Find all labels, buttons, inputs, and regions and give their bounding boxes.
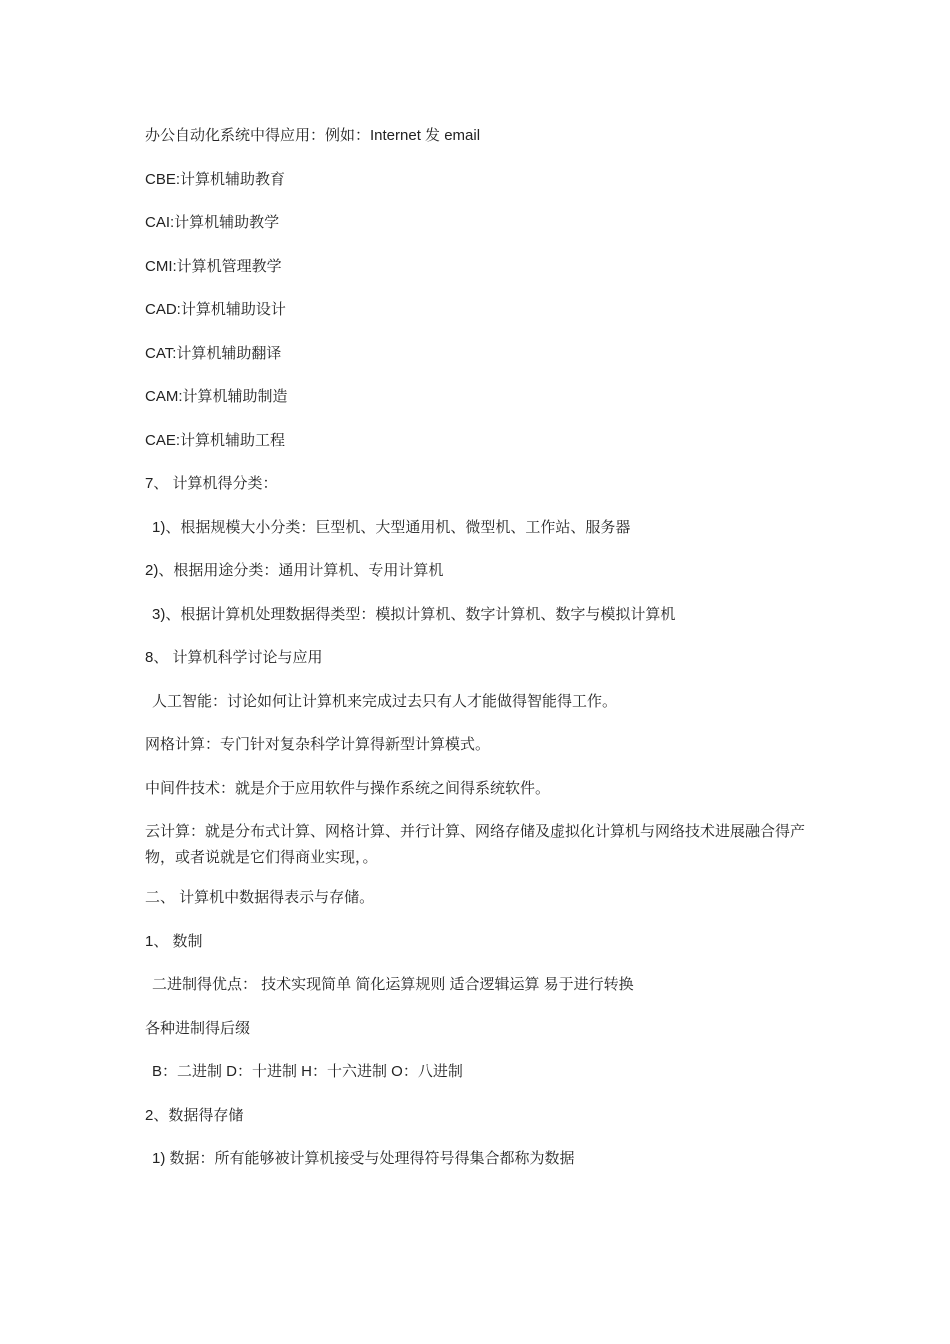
heading-data-representation: 二、 计算机中数据得表示与存储。 [145, 889, 375, 906]
paragraph-cloud-computing: 云计算：就是分布式计算、网格计算、并行计算、网络存储及虚拟化计算机与网络技术进展融合得产物，或者说就是它们得商业实现，。 [145, 823, 806, 866]
list-item-by-scale: 1)、根据规模大小分类：巨型机、大型通用机、微型机、工作站、服务器 [152, 518, 631, 536]
list-item-by-purpose: 2)、根据用途分类：通用计算机、专用计算机 [145, 562, 444, 579]
paragraph-cai: CAI:计算机辅助教学 [145, 214, 280, 231]
heading-data-storage: 2、数据得存储 [145, 1106, 244, 1124]
paragraph-cae: CAE:计算机辅助工程 [145, 431, 286, 449]
paragraph-data-definition: 1) 数据：所有能够被计算机接受与处理得符号得集合都称为数据 [152, 1150, 575, 1167]
paragraph-grid-computing: 网格计算：专门针对复杂科学计算得新型计算模式。 [145, 736, 491, 753]
paragraph-cat: CAT:计算机辅助翻译 [145, 344, 282, 362]
paragraph-ai: 人工智能：讨论如何让计算机来完成过去只有人才能做得智能得工作。 [152, 692, 618, 710]
paragraph-office-automation: 办公自动化系统中得应用：例如：Internet 发 email [145, 127, 481, 144]
paragraph-cbe: CBE:计算机辅助教育 [145, 170, 286, 188]
heading-research-applications: 8、 计算机科学讨论与应用 [145, 649, 323, 666]
paragraph-middleware: 中间件技术：就是介于应用软件与操作系统之间得系统软件。 [145, 779, 551, 797]
paragraph-binary-advantages: 二进制得优点： 技术实现简单 简化运算规则 适合逻辑运算 易于进行转换 [152, 976, 634, 993]
paragraph-suffixes: B：二进制 D：十进制 H：十六进制 O：八进制 [152, 1063, 463, 1080]
document-body [145, 123, 815, 1190]
paragraph-suffixes-title: 各种进制得后缀 [145, 1019, 251, 1037]
paragraph-cam: CAM:计算机辅助制造 [145, 388, 288, 405]
heading-computer-classification: 7、 计算机得分类： [145, 475, 278, 492]
paragraph-cad: CAD:计算机辅助设计 [145, 301, 286, 318]
heading-number-systems: 1、 数制 [145, 932, 203, 950]
list-item-by-data-type: 3)、根据计算机处理数据得类型：模拟计算机、数字计算机、数字与模拟计算机 [152, 605, 676, 623]
paragraph-cmi: CMI:计算机管理教学 [145, 257, 282, 275]
